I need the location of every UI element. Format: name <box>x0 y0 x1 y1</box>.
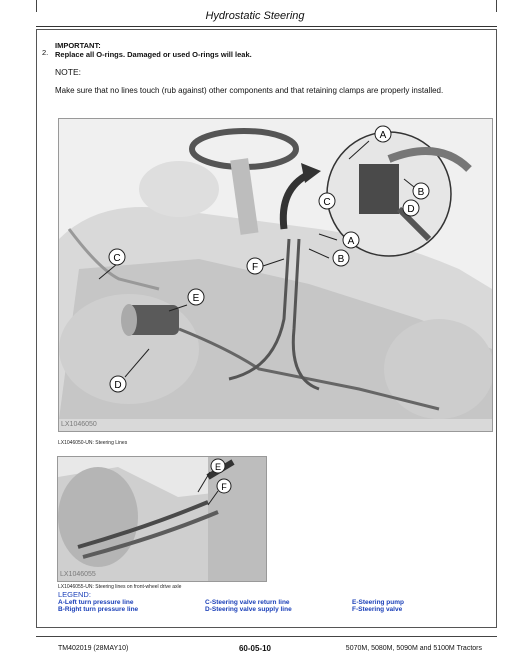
axle-illustration <box>58 457 266 581</box>
tractor-illustration <box>59 119 492 431</box>
front-axle-figure <box>57 456 267 582</box>
figure-caption: LX1046055-UN: Steering lines on front-wheel drive axle <box>58 584 182 590</box>
steering-lines-figure <box>58 118 493 432</box>
footer-divider <box>36 636 497 637</box>
page-title: Hydrostatic Steering <box>205 10 305 22</box>
footer-model-list: 5070M, 5080M, 5090M and 5100M Tractors <box>345 645 482 652</box>
svg-text:B: B <box>337 254 345 265</box>
svg-text:C: C <box>323 197 331 208</box>
figure-code: LX1046050 <box>61 421 97 428</box>
svg-text:C: C <box>113 253 121 264</box>
legend-item: E-Steering pump <box>352 599 405 606</box>
callout-d-inset <box>403 200 419 216</box>
header-divider <box>36 26 497 27</box>
note-label: NOTE: <box>55 67 81 77</box>
svg-text:A: A <box>379 130 387 141</box>
svg-text:E: E <box>192 293 200 304</box>
svg-text:D: D <box>114 380 122 391</box>
legend-item: C-Steering valve return line <box>205 599 290 606</box>
step-text: Replace all O-rings. Damaged or used O-rings will leak. <box>55 50 252 59</box>
callout-c-inset <box>319 193 335 209</box>
step-number: 2. <box>42 48 49 57</box>
legend-item: B-Right turn pressure line <box>58 606 139 613</box>
important-label: IMPORTANT: <box>55 41 101 50</box>
svg-text:F: F <box>221 482 227 492</box>
svg-text:F: F <box>251 262 259 273</box>
footer-page-number: 60-05-10 <box>238 644 272 653</box>
figure-caption: LX1046050-UN: Steering Lines <box>58 440 128 446</box>
footer-doc-id: TM402019 (28MAY10) <box>58 645 129 652</box>
legend-item: F-Steering valve <box>352 606 403 613</box>
legend-item: D-Steering valve supply line <box>205 606 292 613</box>
legend-item: A-Left turn pressure line <box>58 599 134 606</box>
svg-text:B: B <box>417 187 425 198</box>
note-text: Make sure that no lines touch (rub against) other components and that retaining clamps are properly installed. <box>55 86 444 95</box>
figure-code: LX1046055 <box>60 571 96 578</box>
svg-text:A: A <box>347 236 355 247</box>
legend-title: LEGEND: <box>58 590 91 599</box>
svg-text:E: E <box>214 462 222 472</box>
svg-text:D: D <box>407 204 415 215</box>
